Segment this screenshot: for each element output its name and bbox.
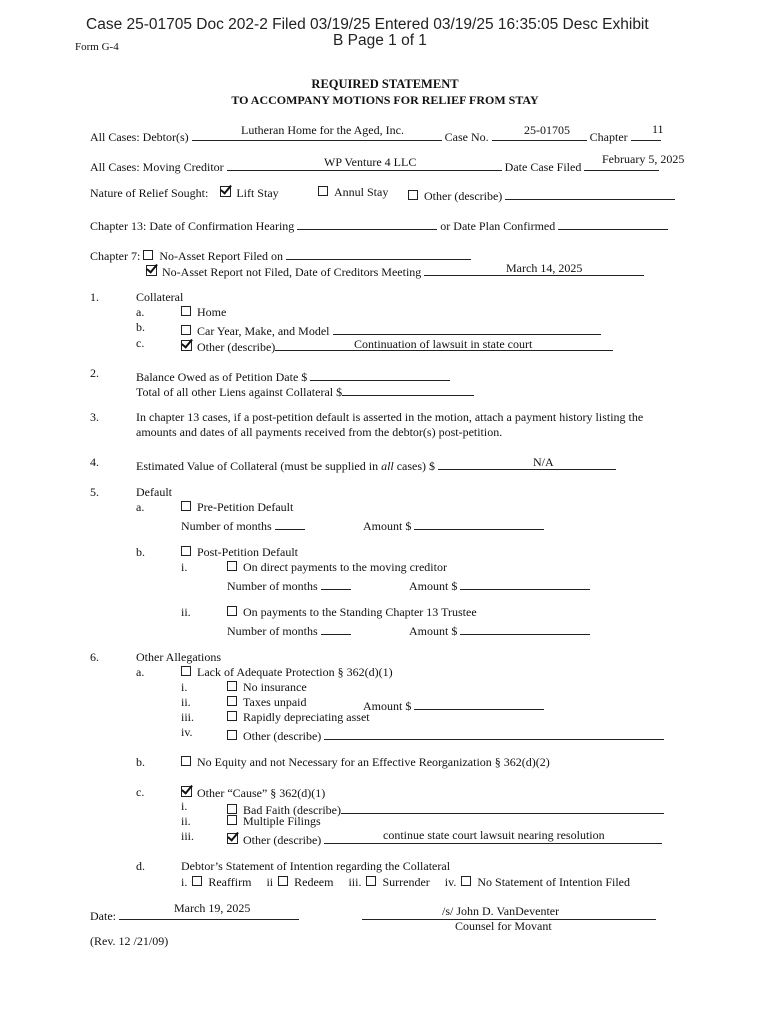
home-label: Home — [197, 305, 227, 319]
direct-months-field[interactable] — [321, 576, 351, 590]
pre-petition-checkbox[interactable] — [181, 501, 191, 511]
reaffirm-checkbox[interactable] — [192, 876, 202, 886]
taxes-unpaid-label: Taxes unpaid — [243, 695, 307, 709]
surrender-checkbox[interactable] — [366, 876, 376, 886]
collateral-a-letter: a. — [136, 305, 145, 319]
docket-header-line1: Case 25-01705 Doc 202-2 Filed 03/19/25 Entered 03/19/25 16:35:05 Desc Exhibit — [86, 16, 649, 33]
balance-owed-label: Balance Owed as of Petition Date $ — [136, 370, 308, 384]
section-6-number: 6. — [90, 650, 99, 664]
date-value: March 19, 2025 — [174, 901, 251, 915]
other-relief-label: Other (describe) — [424, 189, 503, 203]
post-petition-label: Post-Petition Default — [197, 545, 298, 559]
pre-amount-row — [363, 516, 544, 532]
no-asset-filed-label: No-Asset Report Filed on — [159, 249, 283, 263]
no-insurance-option — [227, 681, 307, 693]
no-asset-not-filed-checkbox[interactable] — [146, 265, 157, 276]
plan-confirmed-field[interactable] — [558, 216, 668, 230]
intention-iii-numeral: iii. — [348, 875, 362, 889]
section-5-number: 5. — [90, 485, 99, 499]
signature-value: /s/ John D. VanDeventer — [442, 904, 560, 918]
collateral-other-label: Other (describe) — [197, 340, 276, 354]
creditors-meeting-value: March 14, 2025 — [506, 261, 583, 275]
cause-other-label: Other (describe) — [243, 833, 322, 847]
no-statement-checkbox[interactable] — [461, 876, 471, 886]
trustee-amount-field[interactable] — [460, 621, 590, 635]
pre-months-label: Number of months — [181, 519, 272, 533]
cause-ii-numeral: ii. — [181, 814, 191, 828]
estimated-value-emphasis: all — [381, 459, 394, 473]
collateral-b-letter: b. — [136, 320, 145, 334]
estimated-value-value: N/A — [533, 455, 554, 469]
estimated-value-label: Estimated Value of Collateral (must be supplied in — [136, 459, 382, 473]
direct-payments-option — [227, 561, 447, 573]
form-id: Form G-4 — [75, 41, 119, 53]
no-equity-option — [181, 756, 550, 768]
multiple-filings-label: Multiple Filings — [243, 814, 321, 828]
direct-payments-checkbox[interactable] — [227, 561, 237, 571]
case-no-value: 25-01705 — [524, 123, 570, 137]
intention-i-numeral: i. — [181, 875, 188, 889]
page-title: REQUIRED STATEMENT — [311, 77, 459, 91]
date-filed-label: Date Case Filed — [504, 160, 582, 174]
bad-faith-checkbox[interactable] — [227, 804, 237, 814]
taxes-unpaid-option — [227, 696, 306, 708]
intention-ii-numeral: ii — [266, 875, 274, 889]
other-relief-field[interactable] — [505, 186, 675, 200]
depreciating-option — [227, 711, 370, 723]
pre-petition-option — [181, 501, 293, 513]
post-ii-numeral: ii. — [181, 605, 191, 619]
depreciating-checkbox[interactable] — [227, 711, 237, 721]
counsel-label: Counsel for Movant — [455, 919, 552, 933]
date-filed-value: February 5, 2025 — [602, 152, 685, 166]
other-liens-row — [136, 382, 474, 398]
annul-stay-label: Annul Stay — [334, 185, 389, 199]
multiple-filings-option — [227, 815, 321, 827]
section-1-number: 1. — [90, 290, 99, 304]
allegation-other-option — [227, 726, 664, 742]
no-insurance-label: No insurance — [243, 680, 307, 694]
depreciating-label: Rapidly depreciating asset — [243, 710, 370, 724]
annul-stay-option — [318, 186, 388, 198]
trustee-payments-option — [227, 606, 477, 618]
creditor-label: All Cases: Moving Creditor — [90, 160, 224, 174]
lack-protection-checkbox[interactable] — [181, 666, 191, 676]
taxes-unpaid-checkbox[interactable] — [227, 696, 237, 706]
section-5-title: Default — [136, 485, 172, 499]
home-checkbox[interactable] — [181, 306, 191, 316]
other-cause-option — [181, 786, 325, 799]
allegation-other-checkbox[interactable] — [227, 730, 237, 740]
taxes-amount-label: Amount $ — [363, 699, 412, 713]
debtor-value: Lutheran Home for the Aged, Inc. — [241, 123, 404, 137]
intention-title: Debtor’s Statement of Intention regarding the Collateral — [181, 859, 451, 873]
section-2-number: 2. — [90, 366, 99, 380]
trustee-amount-label: Amount $ — [409, 624, 458, 638]
page-subtitle: TO ACCOMPANY MOTIONS FOR RELIEF FROM STAY — [231, 93, 539, 107]
collateral-c-letter: c. — [136, 336, 145, 350]
other-relief-checkbox[interactable] — [408, 190, 418, 200]
pre-petition-label: Pre-Petition Default — [197, 500, 294, 514]
car-checkbox[interactable] — [181, 325, 191, 335]
direct-months-label: Number of months — [227, 579, 318, 593]
direct-amount-field[interactable] — [460, 576, 590, 590]
allegation-iii-numeral: iii. — [181, 710, 195, 724]
collateral-home-option — [181, 306, 226, 318]
relief-label: Nature of Relief Sought: — [90, 186, 209, 200]
car-label: Car Year, Make, and Model — [197, 324, 330, 338]
section-3-number: 3. — [90, 410, 99, 424]
cause-other-checkbox[interactable] — [227, 833, 238, 844]
section-4-number: 4. — [90, 455, 99, 469]
balance-owed-row — [136, 367, 450, 383]
no-equity-checkbox[interactable] — [181, 756, 191, 766]
pre-months-row — [181, 516, 305, 532]
lift-stay-label: Lift Stay — [236, 186, 279, 200]
estimated-value-field[interactable] — [438, 456, 616, 470]
confirmation-hearing-field[interactable] — [297, 216, 437, 230]
chapter-value: 11 — [652, 122, 664, 136]
trustee-months-field[interactable] — [321, 621, 351, 635]
collateral-other-checkbox[interactable] — [181, 340, 192, 351]
cause-other-value: continue state court lawsuit nearing resolution — [383, 828, 605, 842]
plan-confirmed-label: or Date Plan Confirmed — [440, 219, 556, 233]
direct-months-row — [227, 576, 351, 592]
intention-options — [181, 876, 630, 888]
other-liens-label: Total of all other Liens against Collateral $ — [136, 385, 343, 399]
no-insurance-checkbox[interactable] — [227, 681, 237, 691]
cause-i-numeral: i. — [181, 799, 188, 813]
other-liens-field[interactable] — [342, 382, 474, 396]
confirmation-hearing-label: Chapter 13: Date of Confirmation Hearing — [90, 219, 295, 233]
other-relief-option — [408, 186, 675, 202]
taxes-amount-field[interactable] — [414, 696, 544, 710]
docket-header-line2: B Page 1 of 1 — [333, 32, 427, 49]
intention-iv-numeral: iv. — [444, 875, 457, 889]
multiple-filings-checkbox[interactable] — [227, 815, 237, 825]
reaffirm-label: Reaffirm — [208, 875, 252, 889]
direct-amount-label: Amount $ — [409, 579, 458, 593]
other-cause-label: Other “Cause” § 362(d)(1) — [197, 786, 326, 800]
allegation-b-letter: b. — [136, 755, 145, 769]
chapter-label: Chapter — [589, 130, 628, 144]
trustee-amount-row — [409, 621, 590, 637]
balance-owed-field[interactable] — [310, 367, 450, 381]
car-field[interactable] — [333, 321, 601, 335]
default-a-letter: a. — [136, 500, 145, 514]
other-cause-checkbox[interactable] — [181, 786, 192, 797]
default-b-letter: b. — [136, 545, 145, 559]
date-label: Date: — [90, 909, 116, 923]
no-asset-filed-field[interactable] — [286, 246, 471, 260]
case-no-label: Case No. — [444, 130, 489, 144]
annul-stay-checkbox[interactable] — [318, 186, 328, 196]
no-equity-label: No Equity and not Necessary for an Effective Reorganization § 362(d)(2) — [197, 755, 550, 769]
lack-protection-option — [181, 666, 393, 678]
allegation-iv-numeral: iv. — [181, 725, 193, 739]
allegation-ii-numeral: ii. — [181, 695, 191, 709]
debtor-label: All Cases: Debtor(s) — [90, 130, 189, 144]
collateral-other-value: Continuation of lawsuit in state court — [354, 337, 533, 351]
relief-row — [90, 186, 279, 199]
redeem-checkbox[interactable] — [278, 876, 288, 886]
section-1-title: Collateral — [136, 290, 184, 304]
pre-months-field[interactable] — [275, 516, 305, 530]
trustee-months-label: Number of months — [227, 624, 318, 638]
post-i-numeral: i. — [181, 560, 188, 574]
direct-payments-label: On direct payments to the moving creditor — [243, 560, 447, 574]
pre-amount-field[interactable] — [414, 516, 544, 530]
no-statement-label: No Statement of Intention Filed — [477, 875, 631, 889]
creditor-value: WP Venture 4 LLC — [324, 155, 417, 169]
revision-note: (Rev. 12 /21/09) — [90, 934, 169, 948]
chapter7-label: Chapter 7: — [90, 249, 141, 263]
bad-faith-label: Bad Faith (describe) — [243, 803, 341, 817]
pre-amount-label: Amount $ — [363, 519, 412, 533]
taxes-amount-row — [363, 696, 544, 712]
allegation-other-field[interactable] — [324, 726, 664, 740]
bad-faith-field[interactable] — [341, 800, 664, 814]
trustee-payments-label: On payments to the Standing Chapter 13 Trustee — [243, 605, 477, 619]
section-3-text-line1: In chapter 13 cases, if a post-petition default is asserted in the motion, attach a payment history listing the — [136, 410, 644, 424]
section-6-title: Other Allegations — [136, 650, 221, 664]
chapter7-row — [90, 246, 471, 262]
cause-iii-numeral: iii. — [181, 829, 195, 843]
surrender-label: Surrender — [382, 875, 430, 889]
allegation-i-numeral: i. — [181, 680, 188, 694]
lift-stay-checkbox[interactable] — [220, 186, 231, 197]
post-petition-option — [181, 546, 298, 558]
collateral-car-option — [181, 321, 601, 337]
allegation-d-letter: d. — [136, 859, 145, 873]
allegation-other-label: Other (describe) — [243, 729, 322, 743]
post-petition-checkbox[interactable] — [181, 546, 191, 556]
trustee-months-row — [227, 621, 351, 637]
trustee-payments-checkbox[interactable] — [227, 606, 237, 616]
no-asset-not-filed-label: No-Asset Report not Filed, Date of Creditors Meeting — [162, 265, 422, 279]
chapter13-row — [90, 216, 668, 232]
no-asset-filed-checkbox[interactable] — [143, 250, 153, 260]
direct-amount-row — [409, 576, 590, 592]
estimated-value-label-end: cases) $ — [393, 459, 436, 473]
allegation-a-letter: a. — [136, 665, 145, 679]
allegation-c-letter: c. — [136, 785, 145, 799]
redeem-label: Redeem — [294, 875, 334, 889]
lack-protection-label: Lack of Adequate Protection § 362(d)(1) — [197, 665, 393, 679]
section-3-text-line2: amounts and dates of all payments received from the debtor(s) post-petition. — [136, 425, 503, 439]
